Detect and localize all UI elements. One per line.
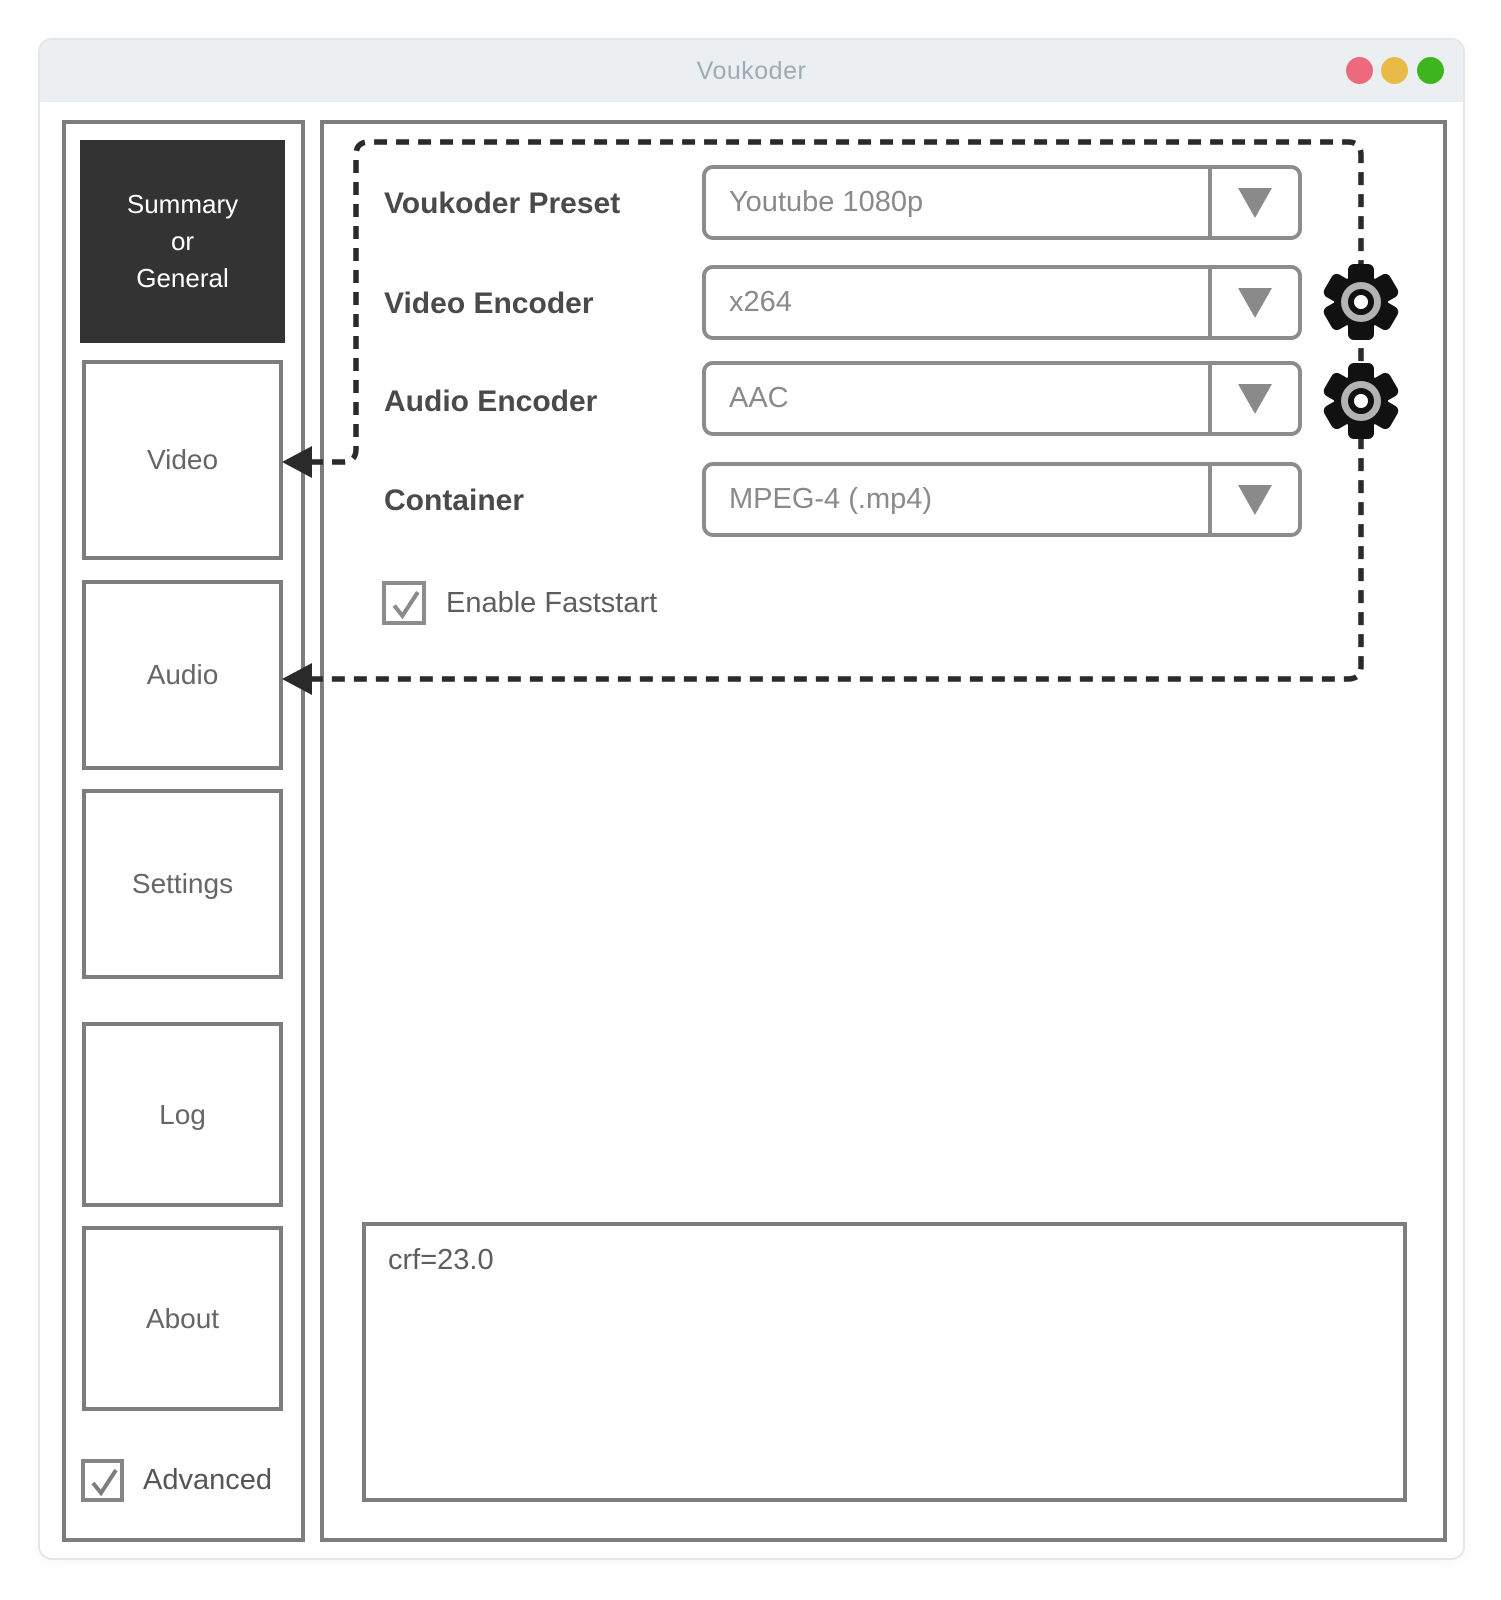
sidebar-item-settings[interactable] [82, 789, 283, 979]
advanced-checkbox[interactable] [81, 1459, 124, 1502]
enable-faststart-checkbox[interactable] [382, 581, 426, 625]
sidebar-item-log[interactable] [82, 1022, 283, 1207]
audio-encoder-label: Audio Encoder [384, 385, 598, 418]
sidebar-item-label: General [136, 263, 229, 293]
audio-encoder-dropdown-button[interactable] [1208, 365, 1298, 432]
voukoder-preset-label: Voukoder Preset [384, 187, 621, 220]
voukoder-preset-dropdown[interactable] [702, 165, 1302, 240]
checkbox-check-icon [86, 1464, 122, 1500]
voukoder-window [38, 38, 1465, 1560]
sidebar-item-label: Log [159, 1098, 206, 1130]
checkbox-check-icon [387, 586, 424, 623]
video-encoder-dropdown[interactable] [702, 265, 1302, 340]
window-title: Voukoder [696, 57, 807, 85]
enable-faststart-label: Enable Faststart [446, 587, 658, 619]
container-dropdown-button[interactable] [1208, 466, 1298, 533]
audio-encoder-dropdown[interactable] [702, 361, 1302, 436]
dropdown-arrow-icon [1238, 288, 1272, 318]
container-value: MPEG-4 (.mp4) [729, 483, 933, 515]
sidebar-item-label: Summary [126, 189, 239, 219]
encoder-params-textarea[interactable] [362, 1222, 1407, 1502]
audio-encoder-value: AAC [729, 382, 789, 414]
sidebar-item-summary-general[interactable] [80, 140, 285, 343]
voukoder-preset-value: Youtube 1080p [729, 186, 924, 218]
dropdown-arrow-icon [1238, 188, 1272, 218]
sidebar-item-label: Video [146, 444, 219, 475]
minimize-button[interactable] [1381, 57, 1408, 84]
sidebar-item-label: About [145, 1302, 220, 1334]
advanced-checkbox-label: Advanced [143, 1464, 272, 1496]
close-button[interactable] [1346, 57, 1373, 84]
voukoder-preset-dropdown-button[interactable] [1208, 169, 1298, 236]
video-encoder-dropdown-button[interactable] [1208, 269, 1298, 336]
zoom-button[interactable] [1417, 57, 1444, 84]
title-bar[interactable] [40, 40, 1463, 102]
sidebar-item-label: Settings [131, 868, 234, 899]
container-label: Container [384, 484, 525, 517]
video-encoder-label: Video Encoder [384, 287, 594, 320]
container-dropdown[interactable] [702, 462, 1302, 537]
dropdown-arrow-icon [1238, 485, 1272, 515]
sidebar-item-video[interactable] [82, 360, 283, 560]
sidebar-item-audio[interactable] [82, 580, 283, 770]
sidebar-item-label: Audio [146, 659, 219, 690]
encoder-params-text: crf=23.0 [388, 1244, 494, 1276]
sidebar-item-label: or [170, 226, 195, 256]
video-encoder-value: x264 [729, 286, 792, 318]
dropdown-arrow-icon [1238, 384, 1272, 414]
sidebar-item-about[interactable] [82, 1226, 283, 1411]
